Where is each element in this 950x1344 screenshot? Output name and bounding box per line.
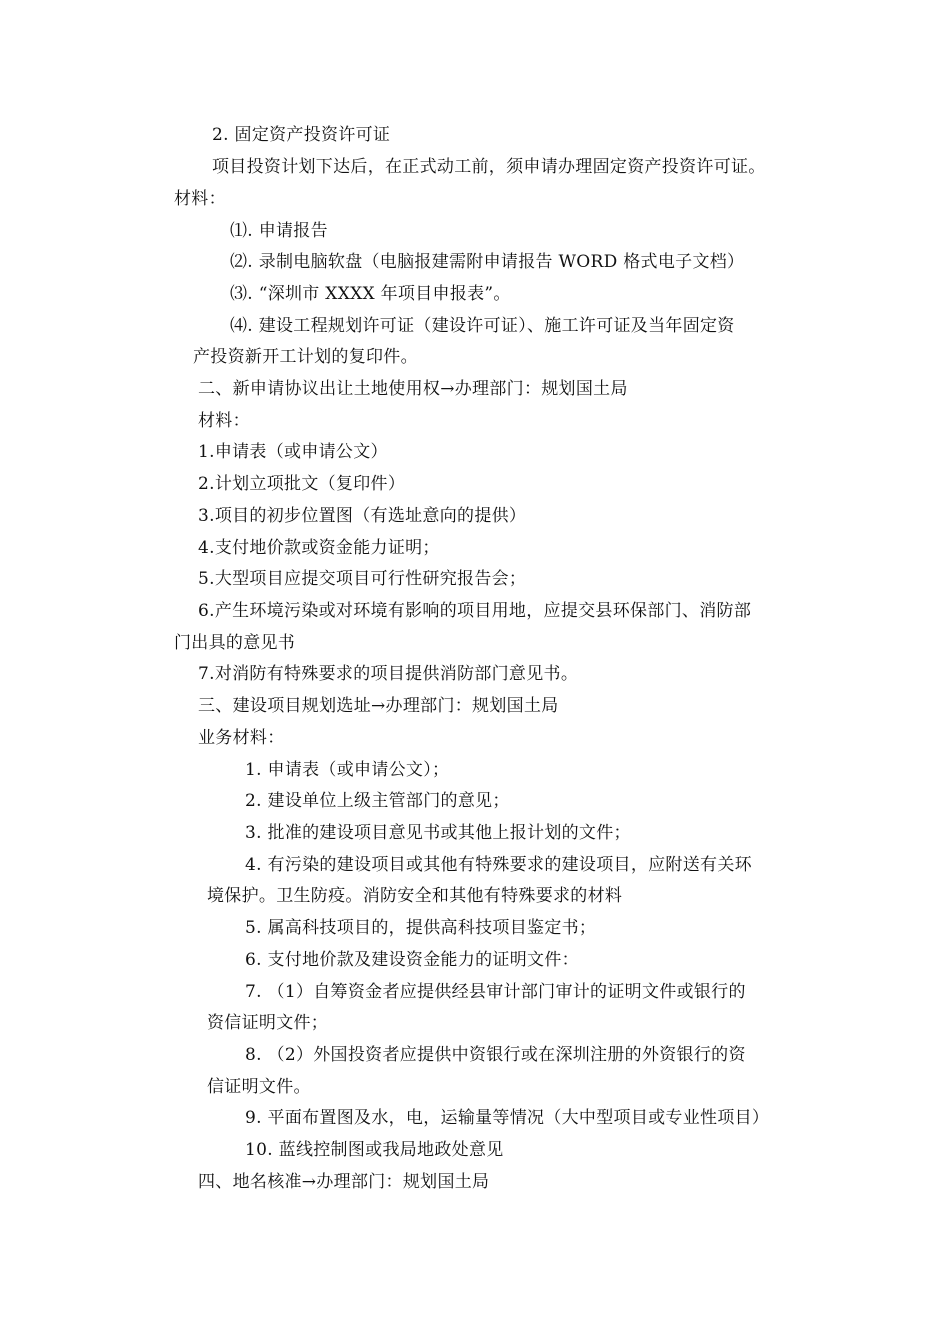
doc-line: ⑶. “深圳市 XXXX 年项目申报表”。 (230, 284, 511, 304)
section-heading: 二、新申请协议出让土地使用权→办理部门：规划国土局 (198, 379, 628, 399)
section-heading: 四、地名核准→办理部门：规划国土局 (198, 1172, 490, 1192)
doc-line: 3.项目的初步位置图（有选址意向的提供） (198, 506, 527, 526)
doc-line: 6.产生环境污染或对环境有影响的项目用地，应提交县环保部门、消防部 (198, 601, 752, 621)
doc-line: 8. （2）外国投资者应提供中资银行或在深圳注册的外资银行的资 (245, 1045, 746, 1065)
doc-line: 3. 批准的建设项目意见书或其他上报计划的文件； (245, 823, 631, 843)
doc-line: ⑵. 录制电脑软盘（电脑报建需附申请报告 WORD 格式电子文档） (230, 252, 745, 272)
doc-line: 信证明文件。 (207, 1077, 311, 1097)
doc-line: 7.对消防有特殊要求的项目提供消防部门意见书。 (198, 664, 579, 684)
doc-line: 材料： (198, 411, 250, 431)
doc-line: 材料： (174, 189, 226, 209)
doc-line: 资信证明文件； (207, 1013, 329, 1033)
doc-line: 业务材料： (198, 728, 285, 748)
doc-line: 2. 固定资产投资许可证 (212, 125, 391, 145)
doc-line: 5. 属高科技项目的，提供高科技项目鉴定书； (245, 918, 597, 938)
doc-line: 项目投资计划下达后，在正式动工前，须申请办理固定资产投资许可证。 (212, 157, 766, 177)
doc-line: 4. 有污染的建设项目或其他有特殊要求的建设项目，应附送有关环 (245, 855, 752, 875)
section-heading: 三、建设项目规划选址→办理部门：规划国土局 (198, 696, 559, 716)
doc-line: 7. （1）自筹资金者应提供经县审计部门审计的证明文件或银行的 (245, 982, 746, 1002)
doc-line: 门出具的意见书 (174, 633, 296, 653)
doc-line: 1.申请表（或申请公文） (198, 442, 388, 462)
doc-line: 10. 蓝线控制图或我局地政处意见 (245, 1140, 504, 1160)
doc-line: 2.计划立项批文（复印件） (198, 474, 406, 494)
doc-line: 境保护。卫生防疫。消防安全和其他有特殊要求的材料 (207, 886, 623, 906)
doc-line: ⑷. 建设工程规划许可证（建设许可证）、施工许可证及当年固定资 (230, 316, 735, 336)
doc-line: 产投资新开工计划的复印件。 (193, 347, 418, 367)
doc-line: 1. 申请表（或申请公文）； (245, 760, 450, 780)
doc-line: 4.支付地价款或资金能力证明； (198, 538, 440, 558)
doc-line: 2. 建设单位上级主管部门的意见； (245, 791, 510, 811)
doc-line: 5.大型项目应提交项目可行性研究报告会； (198, 569, 527, 589)
doc-line: 6. 支付地价款及建设资金能力的证明文件： (245, 950, 579, 970)
doc-line: ⑴. 申请报告 (230, 221, 328, 241)
doc-line: 9. 平面布置图及水，电，运输量等情况（大中型项目或专业性项目） (245, 1108, 770, 1128)
